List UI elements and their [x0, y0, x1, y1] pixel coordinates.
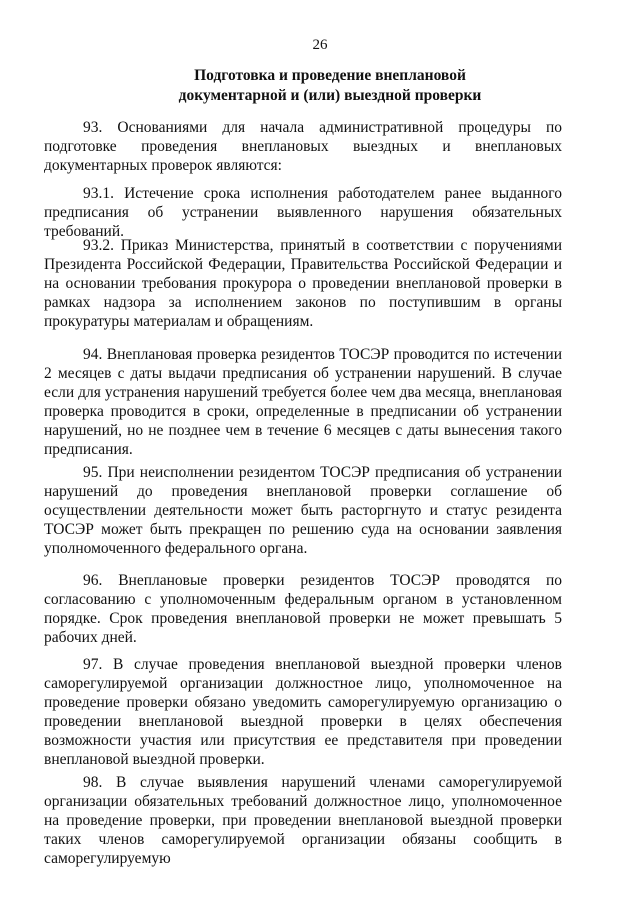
paragraph-93: 93. Основаниями для начала административной процедуры по подготовке проведения внеплановых выездных и внеплановых документарных проверок являются: — [44, 119, 562, 174]
paragraph-96: 96. Внеплановые проверки резидентов ТОСЭР проводятся по согласованию с уполномоченным федеральным органом в установленном порядке. Срок проведения внеплановой проверки не может превышать 5 рабочих дней. — [44, 572, 562, 646]
paragraph-95: 95. При неисполнении резидентом ТОСЭР предписания об устранении нарушений до проведения внеплановой проверки соглашение об осуществлении деятельности может быть расторгнуто и статус резидента ТОСЭР может быть прекращен по решению суда на основании заявления уполномоченного федерального органа. — [44, 464, 562, 557]
section-heading — [120, 66, 540, 106]
section-heading-line-1: Подготовка и проведение внеплановой — [194, 67, 466, 84]
paragraph-97: 97. В случае проведения внеплановой выездной проверки членов саморегулируемой организации должностное лицо, уполномоченное на проведение проверки обязано уведомить саморегулируемую организацию о проведении внеплановой выездной проверки в целях обеспечения возможности участия или присутствия ее представителя при проведении внеплановой выездной проверки. — [44, 656, 562, 768]
paragraph-93-2: 93.2. Приказ Министерства, принятый в соответствии с поручениями Президента Российской Федерации, Правительства Российской Федерации и на основании требования прокурора о проведении внеплановой проверки в рамках надзора за исполнением законов по поступившим в органы прокуратуры материалам и обращениям. — [44, 237, 562, 330]
page-number: 26 — [312, 37, 328, 53]
section-heading-line-2: документарной и (или) выездной проверки — [178, 87, 482, 104]
paragraph-93-1: 93.1. Истечение срока исполнения работодателем ранее выданного предписания об устранении выявленного нарушения обязательных требований. — [44, 185, 562, 240]
paragraph-94: 94. Внеплановая проверка резидентов ТОСЭР проводится по истечении 2 месяцев с даты выдачи предписания об устранении нарушений. В случае если для устранения нарушений требуется более чем два месяца, внеплановая проверка проводится в сроки, определенные в предписании об устранении нарушений, но не позднее чем в течение 6 месяцев с даты вынесения такого предписания. — [44, 346, 562, 458]
paragraph-98: 98. В случае выявления нарушений членами саморегулируемой организации обязательных требований должностное лицо, уполномоченное на проведение проверки, при проведении внеплановой выездной проверки таких членов саморегулируемой организации обязаны сообщить в саморегулируемую — [44, 774, 562, 867]
